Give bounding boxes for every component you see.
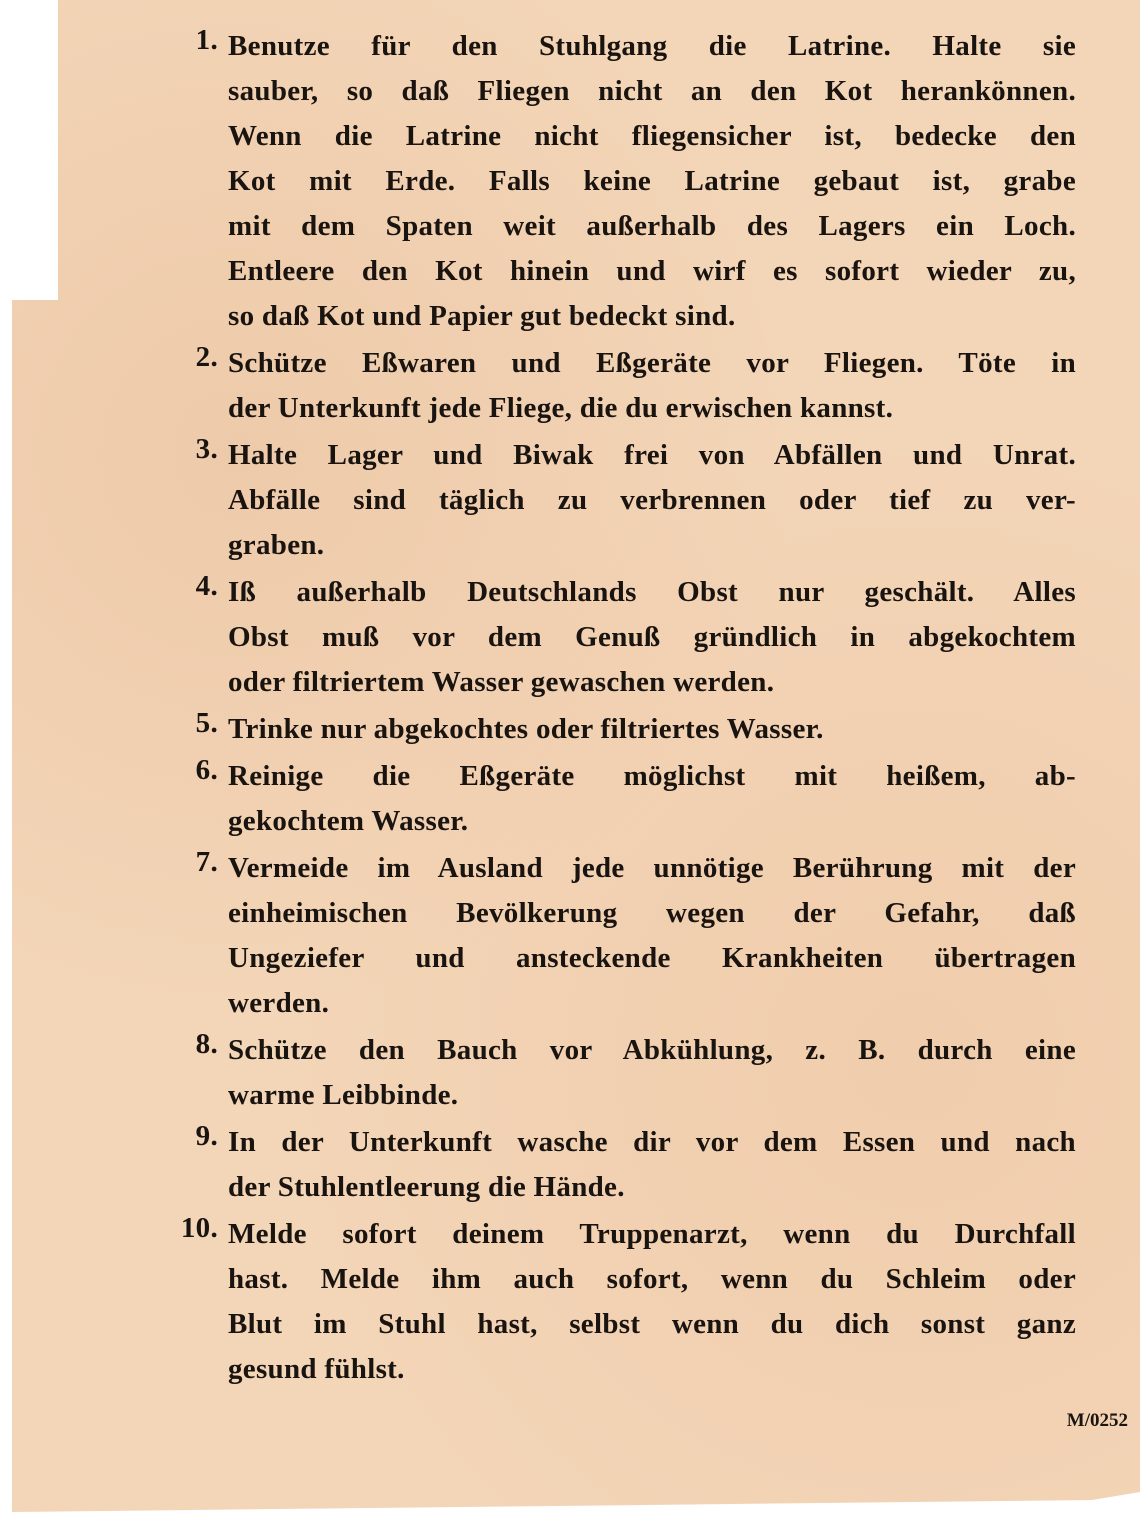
text-line: einheimischen Bevölkerung wegen der Gefahr, daß: [228, 897, 1076, 929]
text-line: Blut im Stuhl hast, selbst wenn du dich sonst ganz: [228, 1308, 1076, 1340]
list-item: [170, 846, 1076, 1026]
list-item: [170, 1212, 1076, 1392]
item-text: [228, 433, 1076, 568]
text-line: werden.: [228, 987, 330, 1019]
text-line: Trinke nur abgekochtes oder filtriertes Wasser.: [228, 713, 824, 745]
list-item: [170, 754, 1076, 844]
item-text: [228, 341, 1076, 431]
list-item: [170, 24, 1076, 339]
text-line: Wenn die Latrine nicht fliegensicher ist, bedecke den: [228, 120, 1076, 152]
item-text: [228, 24, 1076, 339]
item-number: 7.: [195, 846, 218, 878]
text-line: Entleere den Kot hinein und wirf es sofort wieder zu,: [228, 255, 1076, 287]
item-text: [228, 1212, 1076, 1392]
item-number: 9.: [195, 1120, 218, 1152]
text-line: Vermeide im Ausland jede unnötige Berührung mit der: [228, 852, 1076, 884]
text-line: so daß Kot und Papier gut bedeckt sind.: [228, 300, 736, 332]
text-line: Benutze für den Stuhlgang die Latrine. Halte sie: [228, 30, 1076, 62]
text-line: graben.: [228, 529, 325, 561]
text-line: Halte Lager und Biwak frei von Abfällen und Unrat.: [228, 439, 1076, 471]
text-line: Ungeziefer und ansteckende Krankheiten übertragen: [228, 942, 1076, 974]
text-line: mit dem Spaten weit außerhalb des Lagers ein Loch.: [228, 210, 1076, 242]
item-text: [228, 570, 1076, 705]
text-line: gekochtem Wasser.: [228, 805, 469, 837]
item-text: [228, 707, 1076, 752]
text-line: Kot mit Erde. Falls keine Latrine gebaut ist, grabe: [228, 165, 1076, 197]
form-code: M/0252: [1066, 1410, 1128, 1431]
list-item: [170, 341, 1076, 431]
text-line: Melde sofort deinem Truppenarzt, wenn du Durchfall: [228, 1218, 1076, 1250]
text-line: Iß außerhalb Deutschlands Obst nur geschält. Alles: [228, 576, 1076, 608]
text-line: Reinige die Eßgeräte möglichst mit heißem, ab-: [228, 760, 1076, 792]
item-text: [228, 1120, 1076, 1210]
text-line: warme Leibbinde.: [228, 1079, 459, 1111]
list-item: [170, 1120, 1076, 1210]
item-number: 2.: [195, 341, 218, 373]
text-line: oder filtriertem Wasser gewaschen werden.: [228, 666, 775, 698]
list-item: [170, 1028, 1076, 1118]
item-number: 5.: [195, 707, 218, 739]
item-number: 8.: [195, 1028, 218, 1060]
item-number: 1.: [195, 24, 218, 56]
list-item: [170, 570, 1076, 705]
item-text: [228, 846, 1076, 1026]
text-line: Schütze den Bauch vor Abkühlung, z. B. durch eine: [228, 1034, 1076, 1066]
list-item: [170, 707, 1076, 752]
text-line: In der Unterkunft wasche dir vor dem Essen und nach: [228, 1126, 1076, 1158]
item-number: 4.: [195, 570, 218, 602]
list-item: [170, 433, 1076, 568]
text-line: hast. Melde ihm auch sofort, wenn du Schleim oder: [228, 1263, 1076, 1295]
text-line: Abfälle sind täglich zu verbrennen oder tief zu ver-: [228, 484, 1076, 516]
text-line: gesund fühlst.: [228, 1353, 405, 1385]
item-number: 10.: [180, 1212, 218, 1244]
text-line: Obst muß vor dem Genuß gründlich in abgekochtem: [228, 621, 1076, 653]
text-line: der Stuhlentleerung die Hände.: [228, 1171, 625, 1203]
item-number: 6.: [195, 754, 218, 786]
text-line: der Unterkunft jede Fliege, die du erwischen kannst.: [228, 392, 894, 424]
text-line: sauber, so daß Fliegen nicht an den Kot herankönnen.: [228, 75, 1076, 107]
item-number: 3.: [195, 433, 218, 465]
item-text: [228, 1028, 1076, 1118]
item-text: [228, 754, 1076, 844]
rules-list: [170, 24, 1076, 1394]
text-line: Schütze Eßwaren und Eßgeräte vor Fliegen. Töte in: [228, 347, 1076, 379]
